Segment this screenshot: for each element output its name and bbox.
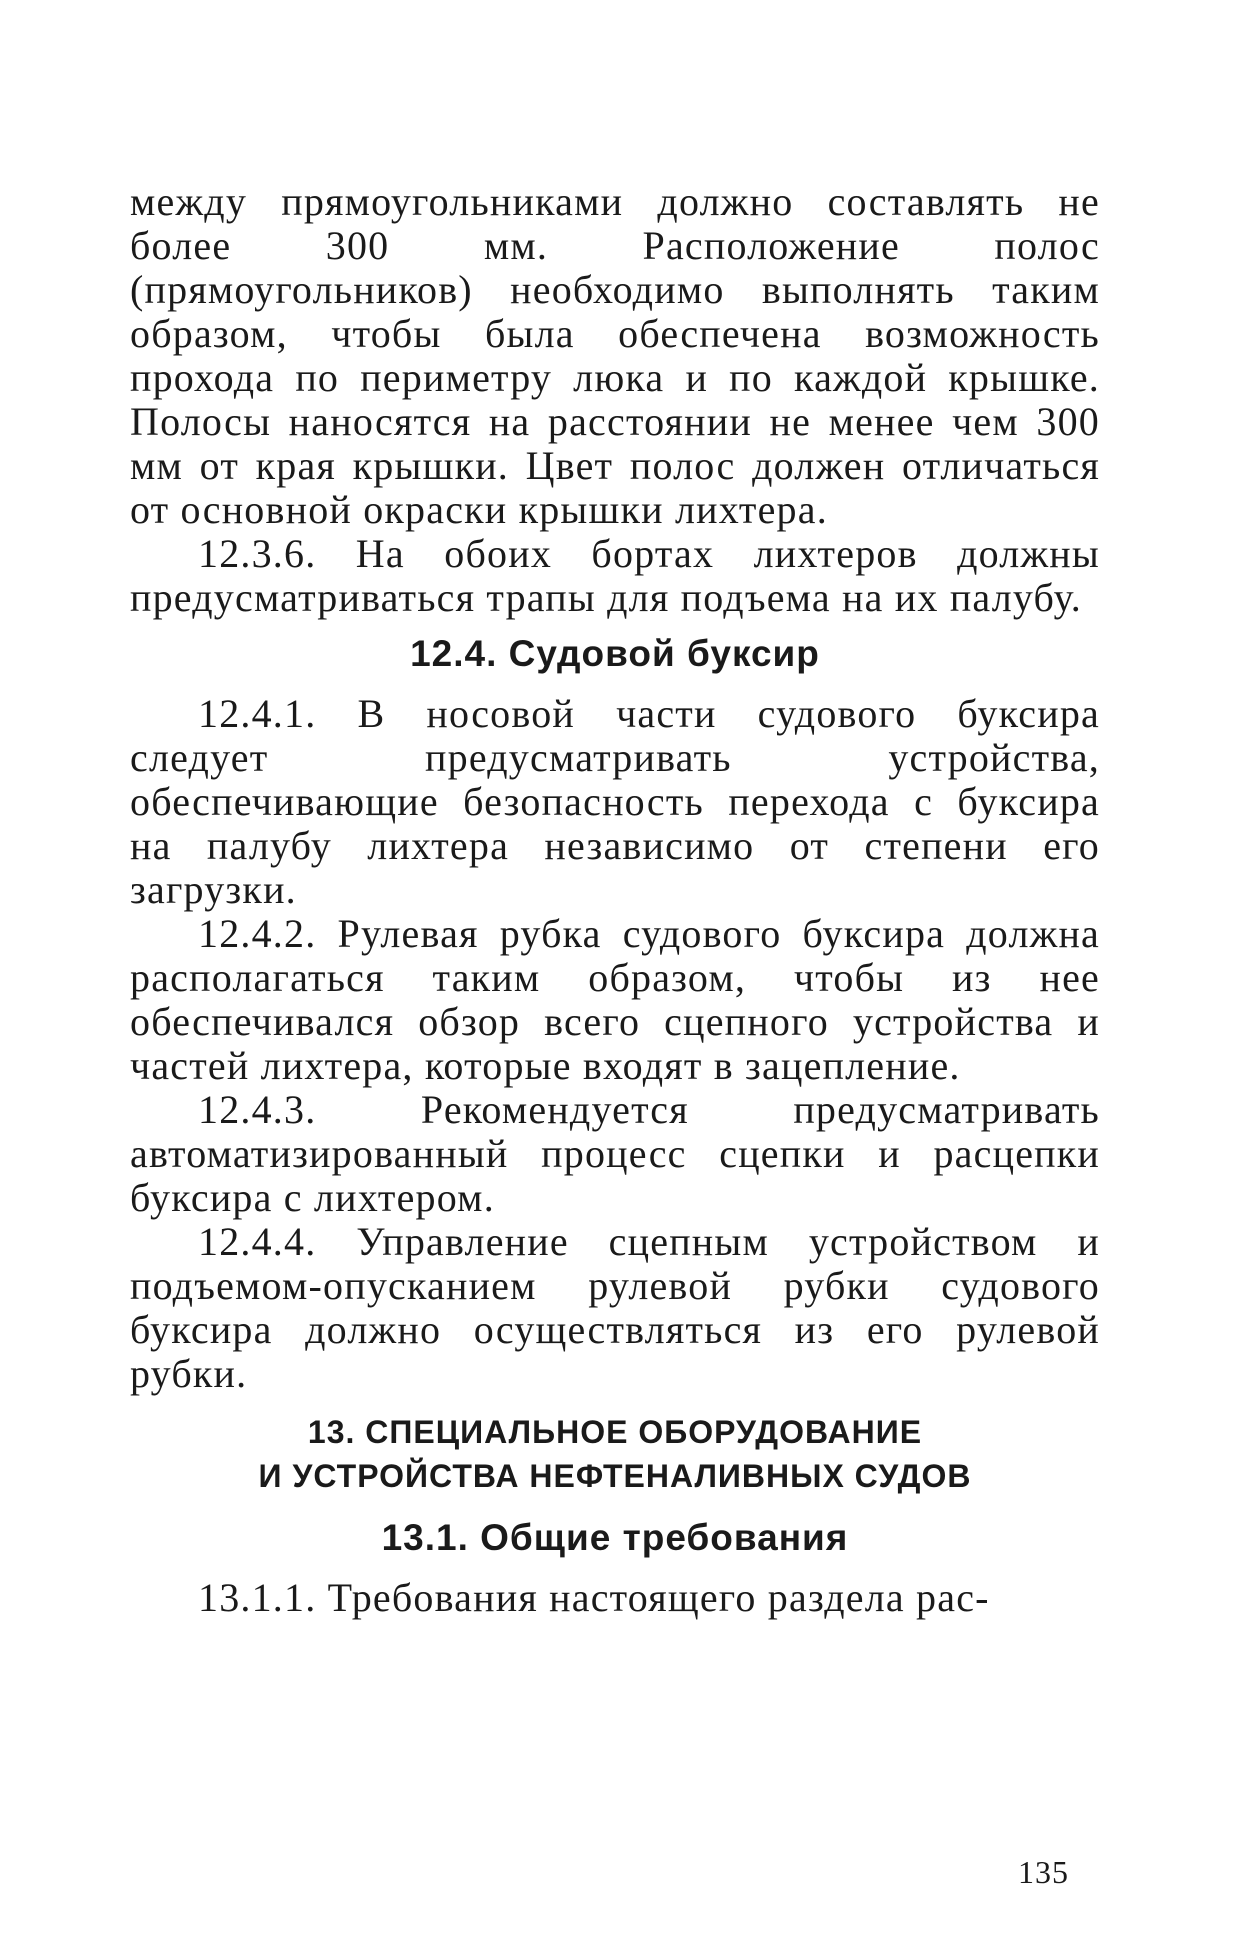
paragraph-12-4-4: 12.4.4. Управление сцепным устройством и подъемом-опусканием рулевой рубки судового буксира должно осуществляться из его рулевой рубки. xyxy=(130,1219,1100,1396)
page-number: 135 xyxy=(1018,1854,1069,1890)
paragraph-continuation: между прямоугольниками должно составлять не более 300 мм. Расположение полос (прямоугольников) необходимо выполнять таким образом, чтобы была обеспечена возможность прохода по периметру люка и по каждой крышке. Полосы наносятся на расстоянии не менее чем 300 мм от края крышки. Цвет полос должен отличаться от основной окраски крышки лихтера. xyxy=(130,179,1100,532)
paragraph-13-1-1: 13.1.1. Требования настоящего раздела рас- xyxy=(198,1575,990,1620)
heading-13-line-1: 13. СПЕЦИАЛЬНОЕ ОБОРУДОВАНИЕ xyxy=(307,1414,923,1450)
paragraph-12-4-3: 12.4.3. Рекомендуется предусматривать автоматизированный процесс сцепки и расцепки буксира с лихтером. xyxy=(130,1087,1100,1220)
heading-13-1: 13.1. Общие требования xyxy=(381,1517,849,1558)
heading-12-4: 12.4. Судовой буксир xyxy=(410,633,820,674)
page-body xyxy=(130,180,1100,1620)
paragraph-12-4-1: 12.4.1. В носовой части судового буксира следует предусматривать устройства, обеспечивающие безопасность перехода с буксира на палубу лихтера независимо от степени его загрузки. xyxy=(130,691,1100,912)
section-13-heading xyxy=(130,1410,1100,1498)
paragraph-12-3-6: 12.3.6. На обоих бортах лихтеров должны предусматриваться трапы для подъема на их палубу. xyxy=(130,531,1100,620)
heading-13-line-2: И УСТРОЙСТВА НЕФТЕНАЛИВНЫХ СУДОВ xyxy=(258,1458,972,1494)
paragraph-12-4-2: 12.4.2. Рулевая рубка судового буксира должна располагаться таким образом, чтобы из нее обеспечивался обзор всего сцепного устройства и частей лихтера, которые входят в зацепление. xyxy=(130,911,1100,1088)
